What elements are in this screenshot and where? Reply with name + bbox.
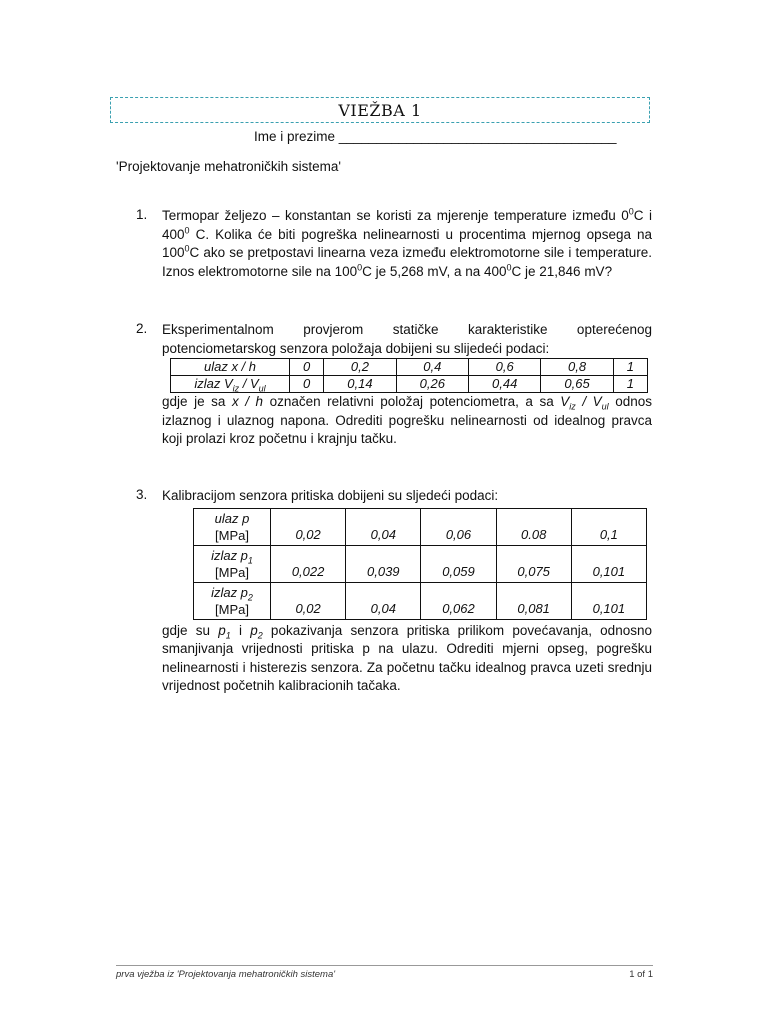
task-3-explanation: gdje su $p_1$ i $p_2$ pokazivanja senzora pritiska prilikom povećavanja, odnosno smanjivanja vrijednosti pritiska p na ulazu. Odrediti mjerni opseg, pogrešku nelinearnosti i histerezis senzora. Za početnu tačku idealnog pravca uzeti srednju vrijednost početnih kalibracionih tačaka. <box>162 622 652 693</box>
table-cell: 0,022 <box>271 545 346 582</box>
row-header: ulaz x / h <box>171 359 290 376</box>
task-3-number: 3. <box>136 487 148 502</box>
table-row <box>194 545 647 582</box>
name-field-line: Ime i prezime _____________________________________ <box>254 129 617 144</box>
table-cell: 0,14 <box>324 376 396 393</box>
footer-divider <box>116 965 653 966</box>
row-header: ulaz p [MPa] <box>194 508 271 545</box>
table-cell: 0,8 <box>541 359 613 376</box>
table-cell: 0,075 <box>496 545 571 582</box>
task-2 <box>136 321 652 449</box>
table-cell: 0,062 <box>421 582 496 619</box>
potentiometer-table <box>170 358 648 393</box>
footer-course-note: prva vježba iz 'Projektovanja mehatroničkih sistema' <box>116 969 336 980</box>
course-title: 'Projektovanje mehatroničkih sistema' <box>116 159 342 174</box>
task-2-explanation: gdje je sa x / h označen relativni položaj potenciometra, a sa $V_{iz} / V_{ul}$ odnos izlaznog i ulaznog napona. Odrediti pogrešku nelinearnosti od idealnog pravca koji prolazi kroz početnu i krajnju tačku. <box>162 394 652 446</box>
task-2-number: 2. <box>136 321 148 336</box>
task-3 <box>136 487 652 696</box>
task-1-text: Termopar željezo – konstantan se koristi za mjerenje temperature između $0^0C$ i $400^0$ C. Kolika će biti pogreška nelinearnosti u procentima mjernog opsega na $100^0C$ ako se pretpostavi linearna veza između elektromotorne sile i temperature. Iznos elektromotorne sile na $100^0C$ je 5,268 mV, a na $400^0C$ je 21,846 mV? <box>162 206 652 279</box>
task-3-intro: Kalibracijom senzora pritiska dobijeni su sljedeći podaci: <box>162 488 499 503</box>
table-cell: 0,26 <box>396 376 468 393</box>
table-cell: 1 <box>613 376 647 393</box>
table-cell: 0,65 <box>541 376 613 393</box>
row-header: izlaz $V_{iz} / V_{ul}$ <box>171 376 290 393</box>
table-row <box>171 359 648 376</box>
table-cell: 0 <box>290 359 324 376</box>
task-3-text <box>162 487 652 696</box>
table-cell: 0,081 <box>496 582 571 619</box>
pressure-calibration-table <box>193 508 647 620</box>
table-cell: 0,02 <box>271 508 346 545</box>
table-cell: 0,039 <box>346 545 421 582</box>
table-cell: 0,02 <box>271 582 346 619</box>
table-cell: 0,1 <box>571 508 646 545</box>
table-row <box>171 376 648 393</box>
table-cell: 0,44 <box>468 376 540 393</box>
table-row <box>194 508 647 545</box>
row-header: izlaz $p_2$ [MPa] <box>194 582 271 619</box>
table-cell: 0,101 <box>571 545 646 582</box>
task-2-intro: Eksperimentalnom provjerom statičke karakteristike opterećenog potenciometarskog senzora položaja dobijeni su slijedeći podaci: <box>162 322 652 356</box>
table-cell: 0,101 <box>571 582 646 619</box>
table-cell: 0,06 <box>421 508 496 545</box>
task-2-text <box>162 321 652 449</box>
page-number: 1 of 1 <box>629 969 653 980</box>
page-title: VIEŽBA 1 <box>338 100 422 120</box>
table-cell: 0,04 <box>346 582 421 619</box>
task-1-number: 1. <box>136 207 148 222</box>
table-cell: 0,4 <box>396 359 468 376</box>
table-cell: 0,059 <box>421 545 496 582</box>
table-cell: 0 <box>290 376 324 393</box>
table-cell: 0.08 <box>496 508 571 545</box>
task-1 <box>136 207 652 281</box>
table-cell: 0,2 <box>324 359 396 376</box>
table-cell: 0,6 <box>468 359 540 376</box>
title-box <box>110 97 650 123</box>
row-header: izlaz $p_1$ [MPa] <box>194 545 271 582</box>
table-row <box>194 582 647 619</box>
table-cell: 1 <box>613 359 647 376</box>
table-cell: 0,04 <box>346 508 421 545</box>
